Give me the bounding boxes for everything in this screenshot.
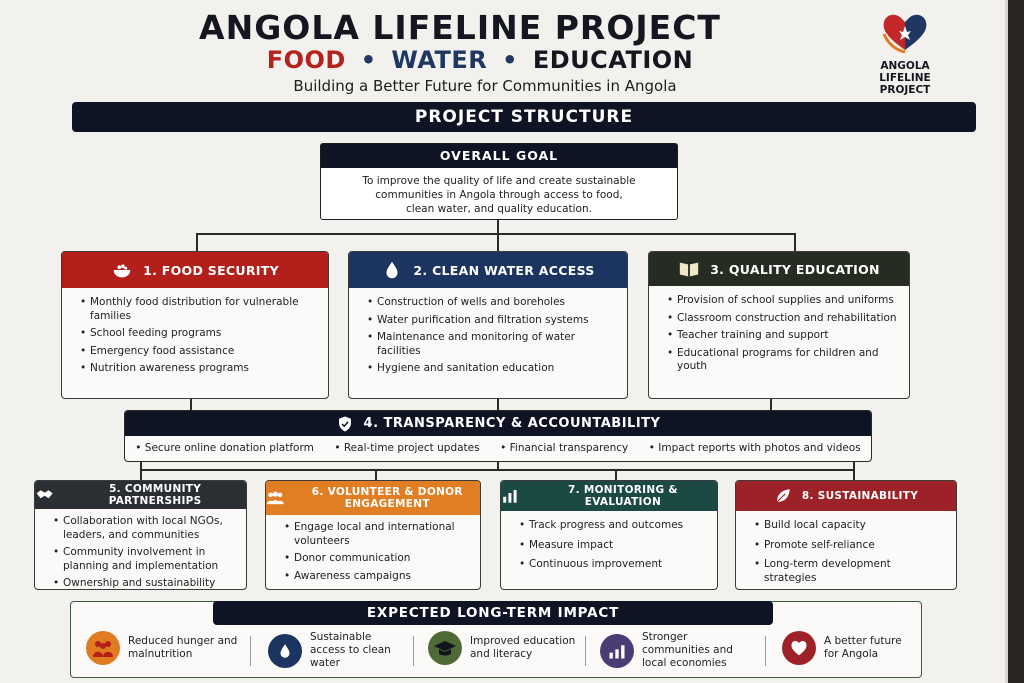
impact-text: A better future for Angola xyxy=(824,635,902,660)
list-item: • Maintenance and monitoring of water facilities xyxy=(367,331,617,358)
impact-text: Sustainable access to clean water xyxy=(310,631,391,669)
connector-line xyxy=(794,233,796,251)
support-sustainability xyxy=(735,480,957,590)
list-item: • Hygiene and sanitation education xyxy=(367,362,617,376)
support-list xyxy=(35,509,246,590)
subtitle-water: WATER xyxy=(391,46,488,74)
tagline: Building a Better Future for Communities in Angola xyxy=(293,77,677,95)
support-monitoring-evaluation xyxy=(500,480,718,590)
subtitle-separator: • xyxy=(502,46,518,74)
impact-item-water xyxy=(268,631,412,670)
goal-title: OVERALL GOAL xyxy=(321,144,677,168)
support-title: 7. MONITORING & EVALUATION xyxy=(567,484,678,508)
pillar-clean-water xyxy=(348,251,628,399)
list-item: • Community involvement in planning and implementation xyxy=(53,546,236,573)
pillar-header xyxy=(649,252,909,286)
transparency-title: 4. TRANSPARENCY & ACCOUNTABILITY xyxy=(363,416,661,431)
impact-item-future xyxy=(782,631,916,665)
subtitle xyxy=(0,46,960,74)
list-item: • Classroom construction and rehabilitation xyxy=(667,312,899,326)
pillar-food-security xyxy=(61,251,329,399)
list-item: • Awareness campaigns xyxy=(284,570,470,584)
pillar-title: 3. QUALITY EDUCATION xyxy=(710,261,880,277)
list-item: • Collaboration with local NGOs, leaders, and communities xyxy=(53,515,236,542)
list-item: • Continuous improvement xyxy=(519,558,707,572)
page-title: ANGOLA LIFELINE PROJECT xyxy=(199,8,721,47)
pillar-list xyxy=(62,288,328,376)
support-header xyxy=(736,481,956,511)
impact-text: Reduced hunger and malnutrition xyxy=(128,635,238,660)
people-group-icon xyxy=(266,488,285,508)
section-title-structure: PROJECT STRUCTURE xyxy=(72,102,976,132)
support-title: 5. COMMUNITY PARTNERSHIPS xyxy=(108,483,202,507)
growth-chart-icon xyxy=(600,634,634,668)
list-item: • Ownership and sustainability xyxy=(53,577,236,590)
graduation-cap-icon xyxy=(428,631,462,665)
support-list xyxy=(736,511,956,585)
list-item: • Construction of wells and boreholes xyxy=(367,296,617,310)
list-item: • Monthly food distribution for vulnerable families xyxy=(80,296,318,323)
impact-item-hunger xyxy=(86,631,246,665)
list-item: • Long-term development strategies xyxy=(754,558,946,585)
overall-goal-box xyxy=(320,143,678,220)
transparency-list xyxy=(125,436,871,454)
list-item: • Educational programs for children and youth xyxy=(667,347,899,374)
shield-check-icon xyxy=(336,415,354,433)
impact-item-education xyxy=(428,631,588,665)
water-drop-icon xyxy=(268,634,302,668)
subtitle-food: FOOD xyxy=(266,46,346,74)
pillar-header xyxy=(349,252,627,288)
logo xyxy=(866,10,944,96)
open-book-icon xyxy=(678,258,700,280)
connector-line xyxy=(497,398,499,410)
list-item: • Provision of school supplies and uniforms xyxy=(667,294,899,308)
connector-line xyxy=(497,233,499,251)
water-drop-icon xyxy=(381,259,403,281)
connector-line xyxy=(497,220,499,234)
logo-text: ANGOLA LIFELINE PROJECT xyxy=(879,60,931,96)
pillar-list xyxy=(649,286,909,374)
support-list xyxy=(266,515,480,583)
handshake-icon xyxy=(35,485,54,505)
support-volunteer-donor xyxy=(265,480,481,590)
list-item: • Financial transparency xyxy=(500,442,628,454)
impact-item-communities xyxy=(600,631,760,670)
support-header xyxy=(266,481,480,515)
people-icon xyxy=(86,631,120,665)
pillar-title: 2. CLEAN WATER ACCESS xyxy=(413,262,595,278)
connector-line xyxy=(853,462,855,480)
list-item: • Water purification and filtration systems xyxy=(367,314,617,328)
subtitle-education: EDUCATION xyxy=(532,46,694,74)
divider xyxy=(765,636,766,666)
list-item: • Impact reports with photos and videos xyxy=(649,442,861,454)
bar-chart-icon xyxy=(501,487,519,505)
list-item: • Emergency food assistance xyxy=(80,345,318,359)
list-item: • Measure impact xyxy=(519,539,707,553)
list-item: • Real-time project updates xyxy=(334,442,479,454)
pillar-header xyxy=(62,252,328,288)
connector-line xyxy=(190,398,192,410)
connector-line xyxy=(615,469,617,480)
support-list xyxy=(501,511,717,572)
pillar-quality-education xyxy=(648,251,910,399)
list-item: • Teacher training and support xyxy=(667,329,899,343)
connector-line xyxy=(196,233,796,235)
support-title: 6. VOLUNTEER & DONOR ENGAGEMENT xyxy=(311,486,463,510)
connector-line xyxy=(497,462,499,470)
leaf-icon xyxy=(774,487,792,505)
subtitle-separator: • xyxy=(360,46,377,74)
transparency-box xyxy=(124,410,872,462)
list-item: • Track progress and outcomes xyxy=(519,519,707,533)
support-header xyxy=(35,481,246,509)
connector-line xyxy=(140,462,142,480)
connector-line xyxy=(375,469,377,480)
list-item: • School feeding programs xyxy=(80,327,318,341)
list-item: • Donor communication xyxy=(284,552,470,566)
impact-text: Improved education and literacy xyxy=(470,635,576,660)
connector-line xyxy=(196,233,198,251)
pillar-list xyxy=(349,288,627,376)
pillar-title: 1. FOOD SECURITY xyxy=(143,262,279,278)
support-community-partnerships xyxy=(34,480,247,590)
support-header xyxy=(501,481,717,511)
food-bowl-icon xyxy=(111,259,133,281)
heart-hands-logo-icon xyxy=(878,10,932,54)
divider xyxy=(413,636,414,666)
divider xyxy=(585,636,586,666)
list-item: • Promote self-reliance xyxy=(754,539,946,553)
goal-text: To improve the quality of life and create sustainable communities in Angola through access to food, clean water, and quality education. xyxy=(362,175,636,215)
transparency-header xyxy=(125,411,871,436)
divider xyxy=(250,636,251,666)
impact-text: Stronger communities and local economies xyxy=(642,631,733,669)
heart-hands-icon xyxy=(782,631,816,665)
list-item: • Build local capacity xyxy=(754,519,946,533)
list-item: • Secure online donation platform xyxy=(135,442,314,454)
connector-line xyxy=(770,398,772,410)
list-item: • Engage local and international volunteers xyxy=(284,521,470,548)
list-item: • Nutrition awareness programs xyxy=(80,362,318,376)
support-title: 8. SUSTAINABILITY xyxy=(801,490,919,502)
impact-title: EXPECTED LONG-TERM IMPACT xyxy=(213,601,773,625)
